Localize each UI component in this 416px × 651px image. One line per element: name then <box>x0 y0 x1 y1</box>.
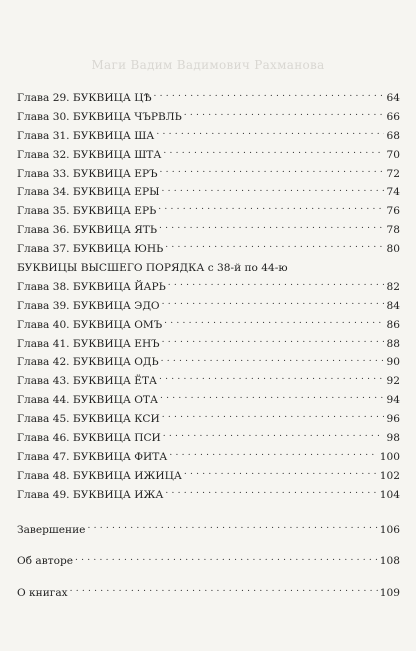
toc-entry-page: 72 <box>386 167 400 180</box>
toc-entry-title: Глава 30. БУКВИЦА ЧЪРВЛЬ <box>17 110 182 123</box>
dot-leader <box>162 185 385 195</box>
toc-entry-page: 70 <box>386 148 400 161</box>
dot-leader <box>168 280 384 290</box>
toc-entry-page: 82 <box>386 280 400 293</box>
chapter-group-a <box>17 89 400 259</box>
dot-leader <box>75 554 378 564</box>
toc-entry[interactable] <box>17 391 400 410</box>
toc-entry-title: Глава 40. БУКВИЦА ОМЪ <box>17 318 163 331</box>
toc-entry-title: Глава 36. БУКВИЦА ЯТЬ <box>17 224 157 237</box>
toc-entry-page: 94 <box>386 394 400 407</box>
toc-entry-title: Глава 42. БУКВИЦА ОДЬ <box>17 356 159 369</box>
dot-leader <box>162 412 384 422</box>
toc-entry[interactable] <box>17 108 400 127</box>
dot-leader <box>154 91 384 101</box>
toc-entry-page: 64 <box>386 92 400 104</box>
toc-entry[interactable] <box>17 297 400 316</box>
toc-entry[interactable] <box>17 202 400 221</box>
toc-entry-page: 86 <box>386 318 400 331</box>
dot-leader <box>184 469 378 479</box>
toc-entry-page: 90 <box>386 356 400 369</box>
dot-leader <box>184 110 384 120</box>
toc-entry-books[interactable] <box>17 584 400 603</box>
toc-entry[interactable] <box>17 429 400 448</box>
dot-leader <box>160 167 385 177</box>
toc-entry-title: Глава 33. БУКВИЦА ЕРЪ <box>17 167 158 180</box>
dot-leader <box>156 129 384 139</box>
toc-entry-title: Глава 34. БУКВИЦА ЕРЫ <box>17 186 160 199</box>
toc-entry-page: 76 <box>386 205 400 218</box>
toc-entry[interactable] <box>17 240 400 259</box>
toc-entry-page: 84 <box>386 299 400 312</box>
toc-entry[interactable] <box>17 146 400 165</box>
toc-entry-title: Глава 29. БУКВИЦА ЦѢ <box>17 92 152 104</box>
toc-entry-title: Глава 49. БУКВИЦА ИЖА <box>17 488 164 501</box>
toc-entry[interactable] <box>17 486 400 505</box>
toc-entry[interactable] <box>17 353 400 372</box>
toc-entry[interactable] <box>17 127 400 146</box>
dot-leader <box>161 355 384 365</box>
toc-entry-page: 106 <box>379 523 400 536</box>
toc-entry-page: 78 <box>386 224 400 237</box>
toc-entry[interactable] <box>17 183 400 202</box>
toc-entry[interactable] <box>17 316 400 335</box>
toc-entry[interactable] <box>17 410 400 429</box>
dot-leader <box>87 523 377 533</box>
toc-entry-page: 80 <box>386 243 400 256</box>
toc-entry[interactable] <box>17 278 400 297</box>
toc-entry-title: Глава 39. БУКВИЦА ЭДО <box>17 299 160 312</box>
dot-leader <box>163 148 384 158</box>
dot-leader <box>165 488 377 498</box>
dot-leader <box>158 204 384 214</box>
dot-leader <box>165 242 384 252</box>
toc-entry-page: 104 <box>379 488 400 501</box>
toc-entry-page: 98 <box>386 432 400 445</box>
toc-entry-page: 108 <box>379 555 400 568</box>
toc-entry-title: Глава 37. БУКВИЦА ЮНЬ <box>17 243 164 256</box>
toc-entry-title: Глава 47. БУКВИЦА ФИТА <box>17 450 168 463</box>
toc-entry-conclusion[interactable] <box>17 521 400 540</box>
toc-entry-title: Глава 41. БУКВИЦА ЕНЪ <box>17 337 160 350</box>
toc-entry[interactable] <box>17 89 400 108</box>
toc-entry[interactable] <box>17 221 400 240</box>
dot-leader <box>160 393 384 403</box>
toc-entry-title: Завершение <box>17 523 86 536</box>
toc-entry-title: Об авторе <box>17 555 73 568</box>
toc-entry-title: Глава 35. БУКВИЦА ЕРЬ <box>17 205 157 218</box>
chapter-group-b <box>17 278 400 505</box>
toc-entry[interactable] <box>17 372 400 391</box>
toc-entry[interactable] <box>17 165 400 184</box>
section-heading: БУКВИЦЫ ВЫСШЕГО ПОРЯДКА с 38-й по 44-ю <box>17 262 288 275</box>
toc-entry[interactable] <box>17 467 400 486</box>
dot-leader <box>163 431 384 441</box>
toc-entry-title: Глава 44. БУКВИЦА ОТА <box>17 394 158 407</box>
dot-leader <box>159 223 384 233</box>
toc-entry-page: 96 <box>386 413 400 426</box>
dot-leader <box>169 450 377 460</box>
toc-entry-title: Глава 43. БУКВИЦА ЁТА <box>17 375 158 388</box>
toc-entry[interactable] <box>17 448 400 467</box>
toc-entry-page: 102 <box>379 469 400 482</box>
toc-entry-page: 109 <box>379 587 400 600</box>
dot-leader <box>159 374 384 384</box>
dot-leader <box>70 586 378 596</box>
toc-entry[interactable] <box>17 335 400 354</box>
toc-entry-about[interactable] <box>17 552 400 571</box>
toc-entry-title: Глава 31. БУКВИЦА ША <box>17 129 155 142</box>
toc-entry-page: 66 <box>386 110 400 123</box>
dot-leader <box>162 299 384 309</box>
toc-entry-title: Глава 46. БУКВИЦА ПСИ <box>17 432 161 445</box>
toc-entry-page: 88 <box>386 337 400 350</box>
toc-entry-title: Глава 32. БУКВИЦА ШТА <box>17 148 162 161</box>
bleed-through-header: Маги Вадим Вадимович Рахманова <box>91 58 325 72</box>
dot-leader <box>162 337 384 347</box>
dot-leader <box>164 318 384 328</box>
toc-entry-title: О книгах <box>17 587 68 600</box>
toc-entry-title: Глава 38. БУКВИЦА ЙАРЬ <box>17 280 166 293</box>
toc-entry-title: Глава 48. БУКВИЦА ИЖИЦА <box>17 469 182 482</box>
toc-entry-page: 92 <box>386 375 400 388</box>
toc-entry-title: Глава 45. БУКВИЦА КСИ <box>17 413 160 426</box>
toc-entry-page: 68 <box>386 129 400 142</box>
toc-entry-page: 100 <box>379 450 400 463</box>
toc-entry-page: 74 <box>386 186 400 199</box>
table-of-contents <box>17 89 400 603</box>
